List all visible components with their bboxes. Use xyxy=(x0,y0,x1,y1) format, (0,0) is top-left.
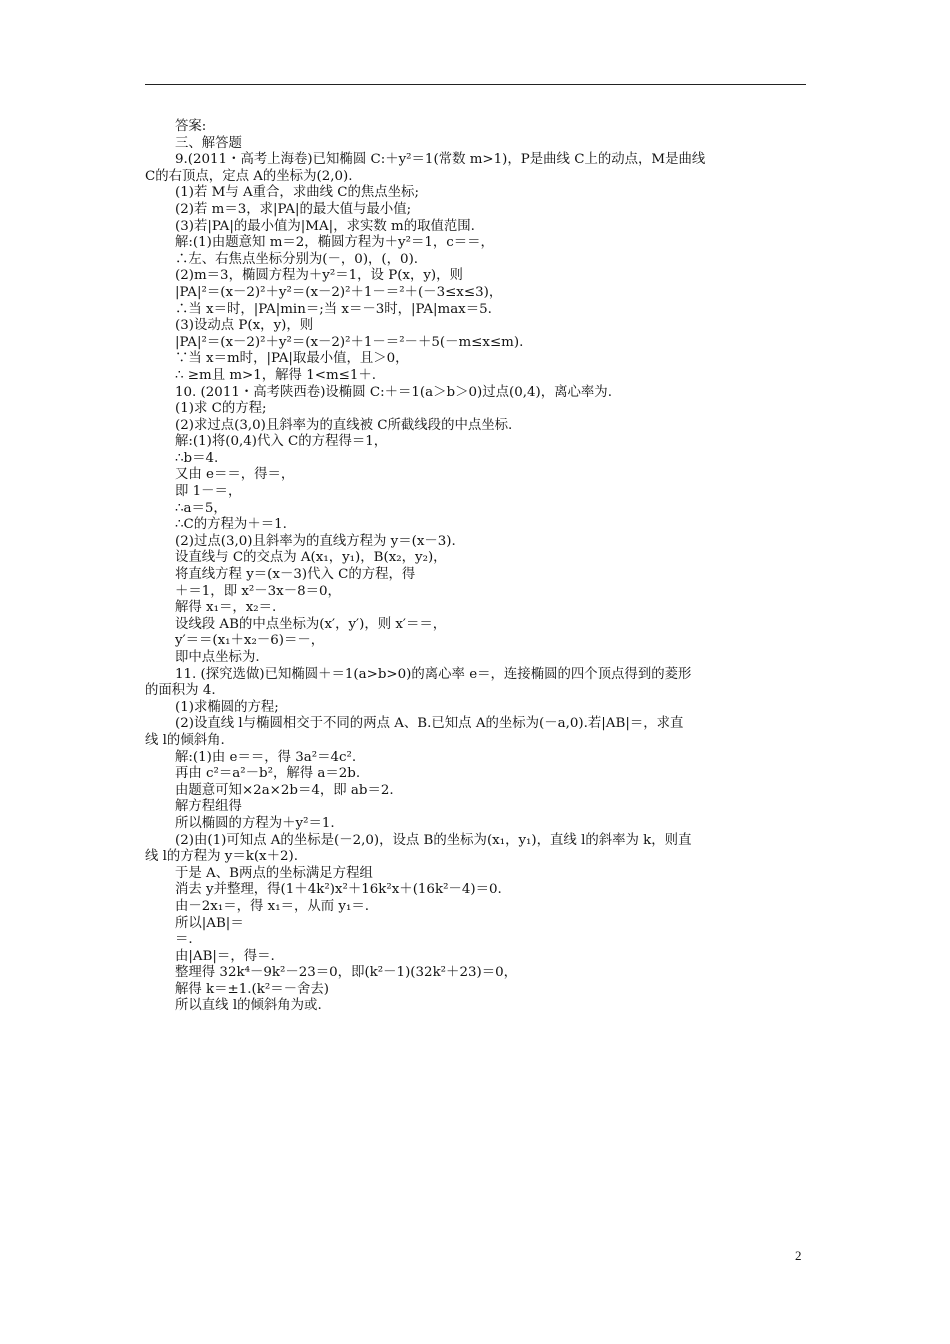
text-line: 于是 A、B两点的坐标满足方程组 xyxy=(175,865,373,881)
text-line: 解:(1)由 e＝＝，得 3a²＝4c². xyxy=(175,749,357,765)
text-line: 所以椭圆的方程为＋y²＝1. xyxy=(175,815,335,831)
text-line: ＋＝1，即 x²－3x－8＝0， xyxy=(175,583,341,599)
text-line: 线 l的方程为 y＝k(x＋2). xyxy=(145,849,298,865)
text-line: 即 1－＝， xyxy=(175,484,242,500)
header-rule xyxy=(145,84,806,85)
text-line: 设线段 AB的中点坐标为(x′，y′)，则 x′＝＝， xyxy=(175,616,447,632)
text-line: (2)求过点(3,0)且斜率为的直线被 C所截线段的中点坐标. xyxy=(175,417,513,433)
text-line: (2)由(1)可知点 A的坐标是(－2,0)，设点 B的坐标为(x₁，y₁)，直线 l的斜率为 k，则直 xyxy=(175,832,692,848)
text-line: 消去 y并整理，得(1＋4k²)x²＋16k²x＋(16k²－4)＝0. xyxy=(175,882,502,898)
text-line: ∴ ≥m且 m>1，解得 1<m≤1＋. xyxy=(175,367,377,383)
text-line: C的右顶点，定点 A的坐标为(2,0). xyxy=(145,168,353,184)
text-line: 三、解答题 xyxy=(175,135,242,151)
text-line: 再由 c²＝a²－b²，解得 a＝2b. xyxy=(175,766,361,782)
text-line: ∴C的方程为＋＝1. xyxy=(175,517,287,533)
text-line: 解得 k＝±1.(k²＝－舍去) xyxy=(175,981,330,997)
text-line: (2)若 m＝3，求|PA|的最大值与最小值; xyxy=(175,201,412,217)
text-line: ∵当 x＝m时，|PA|取最小值，且＞0， xyxy=(175,351,409,367)
text-line: 整理得 32k⁴－9k²－23＝0，即(k²－1)(32k²＋23)＝0， xyxy=(175,965,518,981)
text-line: (3)设动点 P(x，y)，则 xyxy=(175,318,314,334)
text-line: y′＝＝(x₁＋x₂－6)＝－， xyxy=(175,633,325,649)
text-line: 所以|AB|＝ xyxy=(175,915,244,931)
text-line: ∴左、右焦点坐标分别为(－，0)，(，0). xyxy=(175,251,419,267)
text-line: (2)过点(3,0)且斜率为的直线方程为 y＝(x－3). xyxy=(175,533,456,549)
text-line: ∴当 x＝时，|PA|min＝;当 x＝－3时，|PA|max＝5. xyxy=(175,301,492,317)
text-line: 10. (2011・高考陕西卷)设椭圆 C:＋＝1(a＞b＞0)过点(0,4)，离心率为. xyxy=(175,384,612,400)
text-line: 即中点坐标为. xyxy=(175,650,260,665)
text-line: 解得 x₁＝，x₂＝. xyxy=(175,600,277,616)
text-line: 解:(1)由题意知 m＝2，椭圆方程为＋y²＝1，c＝＝， xyxy=(175,235,494,251)
text-line: |PA|²＝(x－2)²＋y²＝(x－2)²＋1－＝²－＋5(－m≤x≤m). xyxy=(175,334,524,350)
text-line: 由－2x₁＝，得 x₁＝，从而 y₁＝. xyxy=(175,898,369,914)
text-line: 9.(2011・高考上海卷)已知椭圆 C:＋y²＝1(常数 m>1)，P是曲线 C上的动点，M是曲线 xyxy=(175,152,706,168)
text-line: 11. (探究选做)已知椭圆＋＝1(a>b>0)的离心率 e＝，连接椭圆的四个顶点得到的菱形 xyxy=(175,666,692,682)
text-line: 设直线与 C的交点为 A(x₁，y₁)，B(x₂，y₂)， xyxy=(175,550,447,566)
text-line: |PA|²＝(x－2)²＋y²＝(x－2)²＋1－＝²＋(－3≤x≤3)， xyxy=(175,284,503,300)
text-line: ＝. xyxy=(175,932,193,948)
text-line: (1)求 C的方程; xyxy=(175,401,267,417)
text-line: 解方程组得 xyxy=(175,799,242,815)
text-line: (3)若|PA|的最小值为|MA|，求实数 m的取值范围. xyxy=(175,218,475,234)
text-line: 又由 e＝＝，得＝， xyxy=(175,467,295,483)
text-line: (1)求椭圆的方程; xyxy=(175,699,279,715)
text-line: 将直线方程 y＝(x－3)代入 C的方程，得 xyxy=(175,567,416,583)
text-line: (2)设直线 l与椭圆相交于不同的两点 A、B.已知点 A的坐标为(－a,0).若|AB|＝，求直 xyxy=(175,716,684,732)
text-line: 由|AB|＝，得＝. xyxy=(175,948,275,964)
text-line: 所以直线 l的倾斜角为或. xyxy=(175,998,322,1014)
text-line: 解:(1)将(0,4)代入 C的方程得＝1， xyxy=(175,434,388,450)
text-line: ∴a＝5， xyxy=(175,500,227,516)
text-line: 的面积为 4. xyxy=(145,683,216,699)
text-line: (2)m＝3，椭圆方程为＋y²＝1，设 P(x，y)，则 xyxy=(175,268,463,284)
text-line: 答案: xyxy=(175,119,207,134)
text-line: ∴b＝4. xyxy=(175,450,219,466)
text-line: (1)若 M与 A重合，求曲线 C的焦点坐标; xyxy=(175,185,419,201)
page-number: 2 xyxy=(795,1248,802,1263)
document-body xyxy=(145,119,807,1015)
text-line: 由题意可知×2a×2b＝4，即 ab＝2. xyxy=(175,782,394,798)
text-line: 线 l的倾斜角. xyxy=(145,732,225,748)
